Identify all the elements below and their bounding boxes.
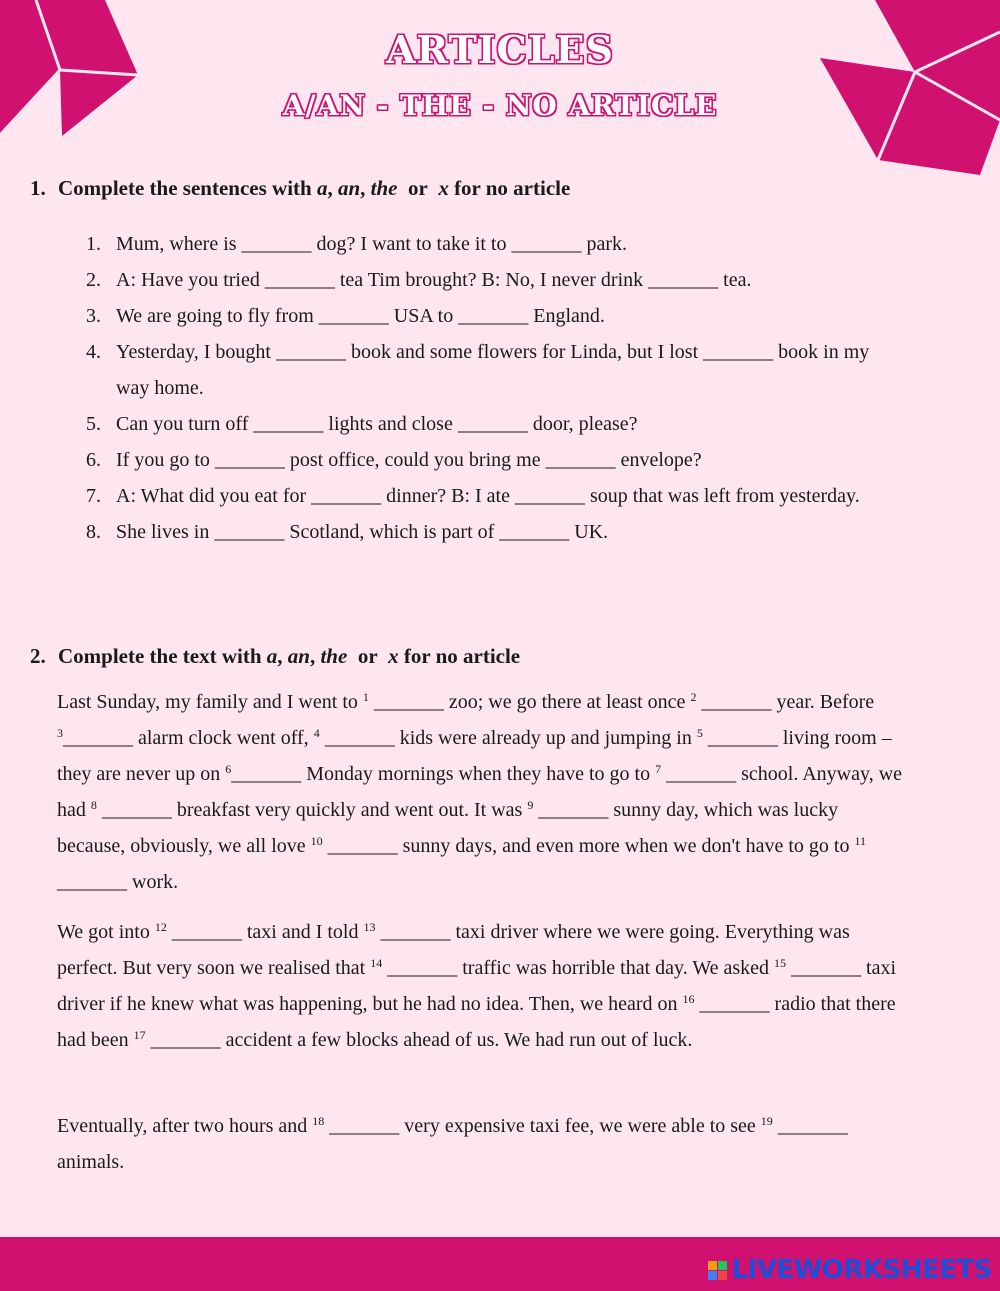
text-paragraph-2 <box>57 914 907 1058</box>
worksheet-title: ARTICLES <box>386 27 614 72</box>
sentence-text: Can you turn off _______ lights and close _______ door, please? <box>116 413 638 435</box>
gap-number: 4 <box>313 726 320 740</box>
gap-number: 5 <box>696 726 703 740</box>
text-segment: _______ taxi and I told <box>166 921 364 943</box>
worksheet-subtitle: A/AN - THE - NO ARTICLE <box>282 89 718 122</box>
section-1-heading: 1. Complete the sentences with a, an, the or x for no article <box>30 176 571 200</box>
text-paragraph-1 <box>57 684 907 900</box>
gap-number: 14 <box>370 956 383 970</box>
text-segment: _______ sunny days, and even more when we don't have to go to <box>322 835 855 857</box>
sentence-text: If you go to _______ post office, could you bring me _______ envelope? <box>116 449 702 471</box>
section-1-number: 1. <box>30 176 46 200</box>
option-x: x <box>438 176 449 200</box>
text-segment: _______ sunny day, which was lucky because, obviously, we all love <box>57 799 839 857</box>
sentence-item <box>86 226 906 262</box>
sentence-text: Mum, where is _______ dog? I want to take it to _______ park. <box>116 233 628 255</box>
sentence-text: Yesterday, I bought _______ book and some flowers for Linda, but I lost _______ book in my way home. <box>116 341 870 399</box>
liveworksheets-logo-text: LIVEWORKSHEETS <box>731 1255 992 1285</box>
gap-number: 10 <box>310 834 323 848</box>
section-2-number: 2. <box>30 644 46 668</box>
text-segment: _______ taxi driver where we were going. Everything was perfect. But very soon we realised that <box>57 921 850 979</box>
gap-number: 12 <box>154 920 167 934</box>
text-segment: _______ Monday mornings when they have to go to <box>231 763 656 785</box>
gap-number: 11 <box>854 834 867 848</box>
sentence-text: A: Have you tried _______ tea Tim brought? B: No, I never drink _______ tea. <box>116 269 752 291</box>
text-segment: _______ alarm clock went off, <box>63 727 314 749</box>
gap-number: 15 <box>774 956 787 970</box>
instruction-or: or <box>407 176 428 200</box>
option-the: the <box>370 176 398 200</box>
sentence-item <box>86 334 906 406</box>
sentence-list <box>86 226 906 550</box>
text-segment: _______ animals. <box>57 1115 848 1173</box>
sentence-item <box>86 262 906 298</box>
sentence-item <box>86 514 906 550</box>
instruction-end: for no article <box>403 644 521 668</box>
gap-number: 13 <box>363 920 376 934</box>
option-an: an <box>337 176 361 200</box>
sentence-text: We are going to fly from _______ USA to _______ England. <box>116 305 605 327</box>
text-segment: _______ living room –they are never up on <box>57 727 892 785</box>
text-segment: _______ school. Anyway, we had <box>57 763 903 821</box>
sentence-number: 5. <box>86 413 101 435</box>
instruction-end: for no article <box>454 176 571 200</box>
option-the: the <box>320 644 348 668</box>
text-paragraph-3 <box>57 1108 907 1180</box>
sentence-item <box>86 406 906 442</box>
gap-number: 19 <box>760 1114 773 1128</box>
text-segment: Last Sunday, my family and I went to <box>57 691 363 713</box>
gap-number: 8 <box>90 798 97 812</box>
gap-number: 6 <box>225 762 232 776</box>
text-segment: _______ accident a few blocks ahead of us. We had run out of luck. <box>145 1029 693 1051</box>
text-segment: _______ kids were already up and jumping in <box>319 727 697 749</box>
sentence-number: 1. <box>86 233 101 255</box>
liveworksheets-logo[interactable] <box>708 1255 992 1285</box>
sentence-number: 8. <box>86 521 101 543</box>
gap-number: 16 <box>682 992 695 1006</box>
sentence-number: 3. <box>86 305 101 327</box>
text-segment: _______ year. Before <box>696 691 875 713</box>
sentence-text: She lives in _______ Scotland, which is part of _______ UK. <box>116 521 609 543</box>
option-x: x <box>388 644 399 668</box>
gap-number: 18 <box>312 1114 325 1128</box>
sentence-number: 2. <box>86 269 101 291</box>
option-an: an <box>287 644 310 668</box>
section-1-instruction: Complete the sentences with <box>58 176 312 200</box>
text-segment: _______ breakfast very quickly and went out. It was <box>96 799 528 821</box>
text-segment: Eventually, after two hours and <box>57 1115 313 1137</box>
liveworksheets-logo-icon <box>708 1261 727 1280</box>
text-segment: _______ traffic was horrible that day. We asked <box>382 957 775 979</box>
gap-number: 2 <box>690 690 697 704</box>
section-2-heading: 2. Complete the text with a, an, the or x for no article <box>30 644 521 668</box>
text-segment: _______ taxi driver if he knew what was happening, but he had no idea. Then, we heard on <box>57 957 897 1015</box>
text-segment: _______ very expensive taxi fee, we were able to see <box>324 1115 761 1137</box>
sentence-item <box>86 298 906 334</box>
option-a: a <box>266 644 278 668</box>
gap-number: 17 <box>133 1028 146 1042</box>
gap-number: 1 <box>362 690 369 704</box>
sentence-item <box>86 478 906 514</box>
section-2-instruction: Complete the text with <box>58 644 262 668</box>
text-segment: We got into <box>57 921 155 943</box>
sentence-number: 6. <box>86 449 101 471</box>
text-segment: _______ work. <box>57 871 179 893</box>
text-segment: _______ radio that there had been <box>57 993 896 1051</box>
gap-number: 7 <box>655 762 662 776</box>
sentence-text: A: What did you eat for _______ dinner? B: I ate _______ soup that was left from yesterday. <box>116 485 860 507</box>
text-segment: _______ zoo; we go there at least once <box>368 691 691 713</box>
option-a: a <box>316 176 328 200</box>
sentence-number: 7. <box>86 485 101 507</box>
sentence-number: 4. <box>86 341 101 363</box>
gap-number: 3 <box>57 726 63 740</box>
sentence-item <box>86 442 906 478</box>
instruction-or: or <box>357 644 378 668</box>
gap-number: 9 <box>527 798 534 812</box>
